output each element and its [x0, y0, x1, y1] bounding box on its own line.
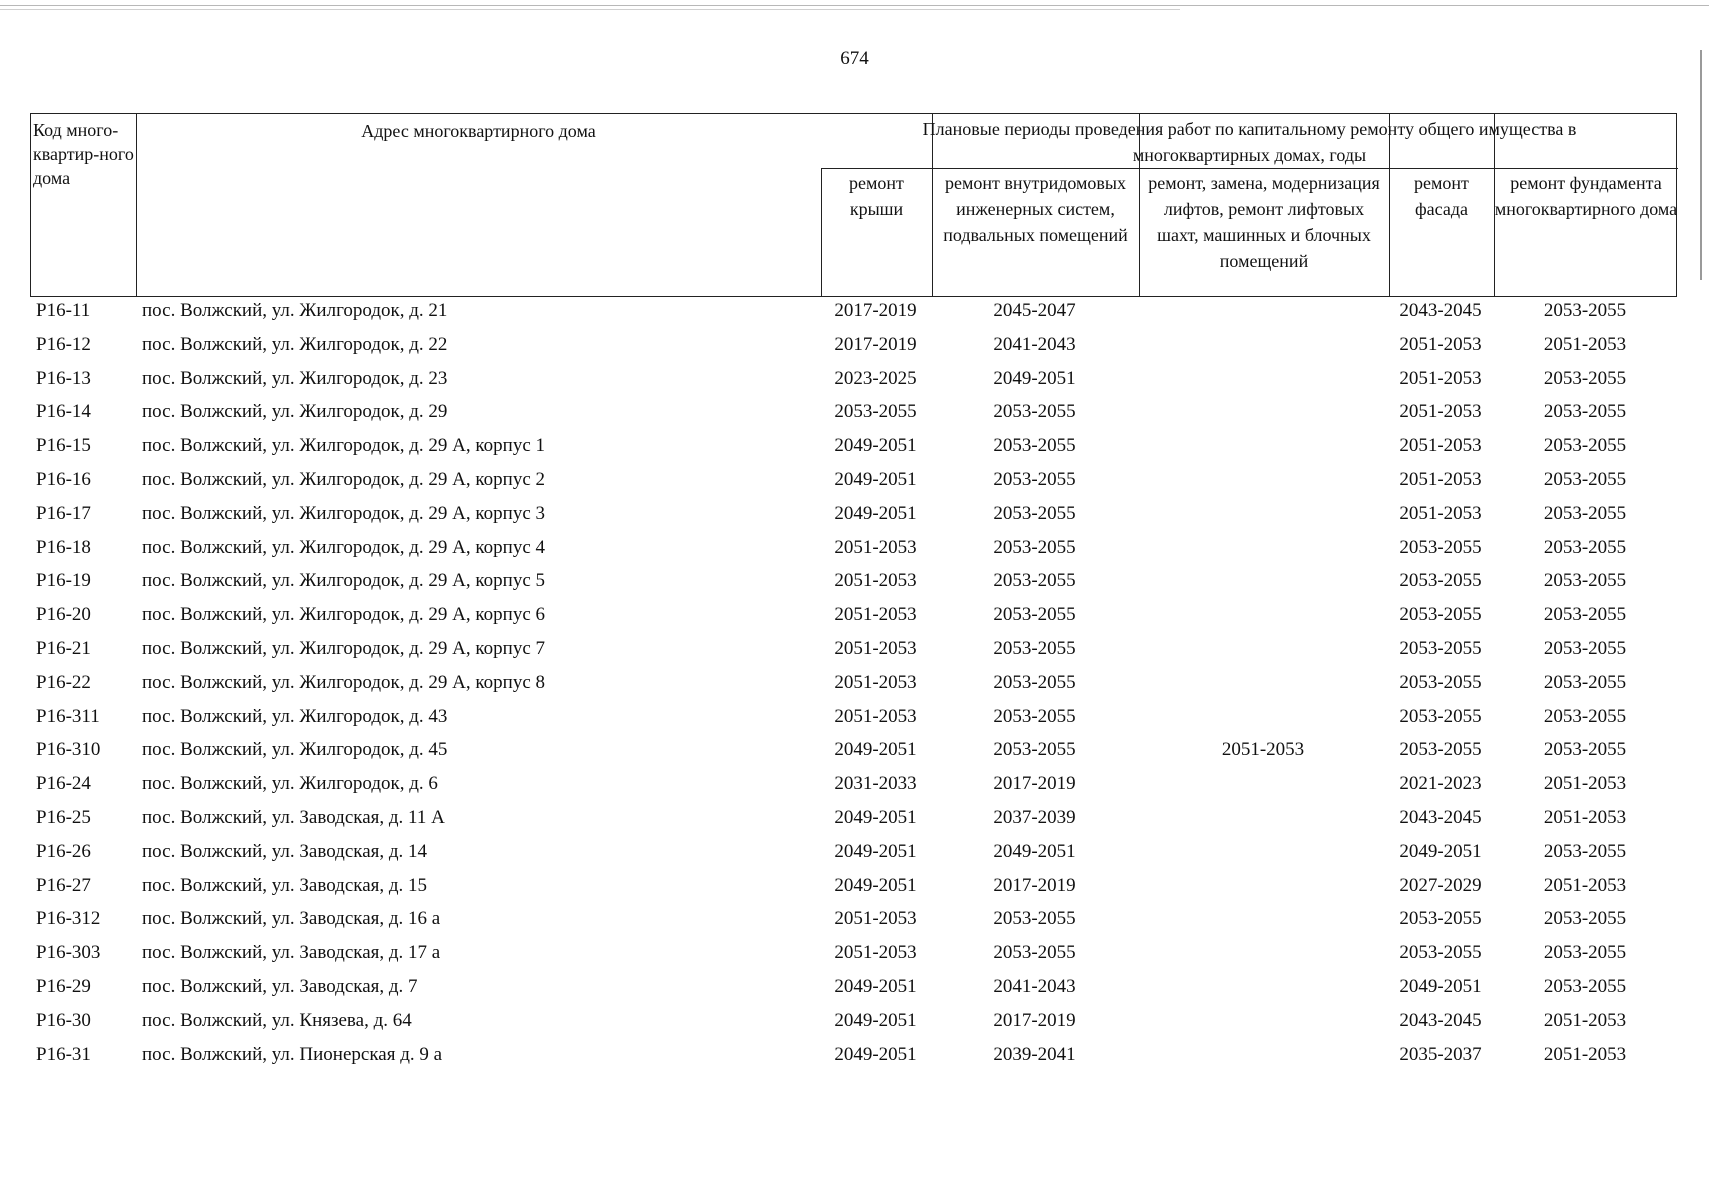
- cell-code: P16-22: [36, 671, 91, 693]
- cell-roof: 2051-2053: [834, 942, 917, 964]
- cell-roof: 2049-2051: [834, 807, 917, 828]
- cell-roof: 2017-2019: [834, 333, 917, 355]
- cell-code: P16-17: [36, 502, 91, 524]
- header-roof: ремонт крыши: [849, 173, 904, 219]
- cell-facade: 2051-2053: [1399, 333, 1482, 355]
- cell-foundation: 2053-2055: [1543, 976, 1627, 997]
- cell-roof: 2049-2051: [834, 469, 917, 490]
- cell-facade: 2053-2055: [1399, 942, 1482, 964]
- cell-address: пос. Волжский, ул. Жилгородок, д. 29: [142, 401, 448, 423]
- cell-roof: 2017-2019: [834, 300, 917, 321]
- cell-foundation: 2053-2055: [1543, 705, 1627, 727]
- cell-code: P16-12: [36, 333, 91, 355]
- cell-code: P16-303: [36, 942, 101, 964]
- cell-engineering: 2053-2055: [993, 604, 1076, 626]
- cell-address: пос. Волжский, ул. Заводская, д. 16 а: [142, 908, 441, 930]
- cell-facade: 2051-2053: [1399, 401, 1482, 423]
- cell-foundation: 2053-2055: [1543, 300, 1627, 321]
- cell-foundation: 2051-2053: [1543, 773, 1627, 795]
- cell-roof: 2049-2051: [834, 874, 917, 896]
- table-row: [30, 395, 1677, 429]
- cell-code: P16-14: [36, 401, 91, 423]
- cell-engineering: 2053-2055: [993, 739, 1076, 761]
- cell-roof: 2051-2053: [834, 604, 917, 626]
- header-periods: Плановые периоды проведения работ по капитальному ремонту общего имущества в многоквартирных домах, годы: [922, 119, 1577, 165]
- header-foundation: ремонт фундамента многоквартирного дома: [1494, 173, 1678, 219]
- cell-facade: 2049-2051: [1399, 976, 1482, 997]
- cell-code: P16-11: [36, 300, 91, 321]
- cell-roof: 2051-2053: [834, 536, 917, 558]
- cell-foundation: 2053-2055: [1543, 401, 1627, 423]
- cell-facade: 2053-2055: [1399, 536, 1482, 558]
- table-row: [30, 598, 1677, 632]
- cell-foundation: 2053-2055: [1543, 570, 1627, 592]
- cell-foundation: 2051-2053: [1543, 1043, 1627, 1065]
- cell-facade: 2053-2055: [1399, 908, 1482, 930]
- cell-foundation: 2053-2055: [1543, 502, 1627, 524]
- cell-foundation: 2053-2055: [1543, 638, 1627, 659]
- cell-foundation: 2051-2053: [1543, 874, 1627, 896]
- cell-roof: 2049-2051: [834, 435, 917, 457]
- cell-foundation: 2051-2053: [1543, 807, 1627, 828]
- cell-address: пос. Волжский, ул. Заводская, д. 7: [142, 976, 418, 997]
- cell-engineering: 2041-2043: [993, 333, 1076, 355]
- cell-roof: 2051-2053: [834, 638, 917, 659]
- cell-roof: 2051-2053: [834, 705, 917, 727]
- cell-address: пос. Волжский, ул. Жилгородок, д. 22: [142, 333, 448, 355]
- cell-engineering: 2053-2055: [993, 570, 1076, 592]
- row-divider: [821, 168, 1678, 169]
- cell-address: пос. Волжский, ул. Жилгородок, д. 29 А, корпус 2: [142, 469, 546, 490]
- cell-roof: 2053-2055: [834, 401, 917, 423]
- cell-address: пос. Волжский, ул. Пионерская д. 9 а: [142, 1043, 443, 1065]
- cell-roof: 2051-2053: [834, 908, 917, 930]
- cell-roof: 2049-2051: [834, 739, 917, 761]
- header-address: Адрес многоквартирного дома: [361, 121, 596, 141]
- cell-code: P16-19: [36, 570, 91, 592]
- cell-code: P16-18: [36, 536, 91, 558]
- table-row: [30, 700, 1677, 734]
- cell-roof: 2049-2051: [834, 1043, 917, 1065]
- cell-code: P16-29: [36, 976, 91, 997]
- cell-address: пос. Волжский, ул. Князева, д. 64: [142, 1009, 412, 1031]
- cell-foundation: 2053-2055: [1543, 604, 1627, 626]
- scan-border-top-inner: [0, 9, 1180, 10]
- cell-address: пос. Волжский, ул. Жилгородок, д. 43: [142, 705, 448, 727]
- cell-address: пос. Волжский, ул. Жилгородок, д. 45: [142, 739, 448, 761]
- cell-foundation: 2051-2053: [1543, 1009, 1627, 1031]
- cell-facade: 2053-2055: [1399, 638, 1482, 659]
- cell-facade: 2053-2055: [1399, 570, 1482, 592]
- cell-engineering: 2037-2039: [993, 807, 1076, 828]
- cell-facade: 2051-2053: [1399, 435, 1482, 457]
- cell-address: пос. Волжский, ул. Жилгородок, д. 6: [142, 773, 438, 795]
- cell-code: P16-27: [36, 874, 91, 896]
- cell-address: пос. Волжский, ул. Заводская, д. 15: [142, 874, 428, 896]
- cell-engineering: 2053-2055: [993, 942, 1076, 964]
- scan-border-right: [1700, 50, 1702, 280]
- cell-address: пос. Волжский, ул. Жилгородок, д. 29 А, корпус 3: [142, 502, 546, 524]
- cell-roof: 2051-2053: [834, 671, 917, 693]
- cell-engineering: 2053-2055: [993, 469, 1076, 490]
- cell-code: P16-26: [36, 840, 91, 862]
- cell-engineering: 2053-2055: [993, 908, 1076, 930]
- cell-roof: 2049-2051: [834, 502, 917, 524]
- cell-foundation: 2053-2055: [1543, 942, 1627, 964]
- cell-code: P16-312: [36, 908, 101, 930]
- cell-engineering: 2053-2055: [993, 638, 1076, 659]
- cell-facade: 2035-2037: [1399, 1043, 1482, 1065]
- cell-roof: 2051-2053: [834, 570, 917, 592]
- cell-address: пос. Волжский, ул. Жилгородок, д. 21: [142, 300, 448, 321]
- cell-engineering: 2053-2055: [993, 435, 1076, 457]
- table-row: [30, 767, 1677, 801]
- cell-address: пос. Волжский, ул. Жилгородок, д. 29 А, корпус 6: [142, 604, 546, 626]
- cell-facade: 2049-2051: [1399, 840, 1482, 862]
- cell-engineering: 2039-2041: [993, 1043, 1076, 1065]
- cell-address: пос. Волжский, ул. Заводская, д. 17 а: [142, 942, 441, 964]
- cell-address: пос. Волжский, ул. Жилгородок, д. 29 А, корпус 4: [142, 536, 546, 558]
- cell-facade: 2021-2023: [1399, 773, 1482, 795]
- cell-engineering: 2041-2043: [993, 976, 1076, 997]
- table-row: [30, 463, 1677, 497]
- table-row: [30, 733, 1677, 767]
- table-row: [30, 936, 1677, 970]
- table-row: [30, 429, 1677, 463]
- cell-engineering: 2053-2055: [993, 705, 1076, 727]
- cell-address: пос. Волжский, ул. Жилгородок, д. 23: [142, 367, 448, 389]
- cell-roof: 2049-2051: [834, 840, 917, 862]
- cell-facade: 2053-2055: [1399, 604, 1482, 626]
- table-row: [30, 902, 1677, 936]
- cell-code: P16-31: [36, 1043, 91, 1065]
- cell-facade: 2053-2055: [1399, 705, 1482, 727]
- cell-code: P16-16: [36, 469, 91, 490]
- table-row: [30, 970, 1677, 1004]
- cell-engineering: 2017-2019: [993, 1009, 1076, 1031]
- table-row: [30, 497, 1677, 531]
- cell-foundation: 2053-2055: [1543, 671, 1627, 693]
- header-facade: ремонт фасада: [1414, 173, 1469, 219]
- cell-foundation: 2053-2055: [1543, 739, 1627, 761]
- cell-address: пос. Волжский, ул. Жилгородок, д. 29 А, корпус 8: [142, 671, 546, 693]
- cell-foundation: 2051-2053: [1543, 333, 1627, 355]
- cell-engineering: 2045-2047: [993, 300, 1076, 321]
- cell-facade: 2043-2045: [1399, 1009, 1482, 1031]
- cell-facade: 2053-2055: [1399, 671, 1482, 693]
- cell-code: P16-310: [36, 739, 101, 761]
- cell-address: пос. Волжский, ул. Жилгородок, д. 29 А, корпус 5: [142, 570, 546, 592]
- table-row: [30, 362, 1677, 396]
- cell-elevators: 2051-2053: [1221, 739, 1305, 761]
- header-code: Код много-квартир-ного дома: [33, 120, 134, 188]
- cell-engineering: 2017-2019: [993, 874, 1076, 896]
- cell-code: P16-15: [36, 435, 91, 457]
- table-row: [30, 564, 1677, 598]
- table-row: [30, 801, 1677, 835]
- cell-facade: 2051-2053: [1399, 367, 1482, 389]
- table-row: [30, 835, 1677, 869]
- cell-engineering: 2049-2051: [993, 840, 1076, 862]
- cell-engineering: 2053-2055: [993, 502, 1076, 524]
- table-row: [30, 531, 1677, 565]
- cell-address: пос. Волжский, ул. Жилгородок, д. 29 А, корпус 1: [142, 435, 546, 457]
- table-row: [30, 328, 1677, 362]
- cell-address: пос. Волжский, ул. Заводская, д. 11 А: [142, 807, 445, 828]
- page-number: 674: [840, 48, 869, 69]
- cell-engineering: 2017-2019: [993, 773, 1076, 795]
- table-row: [30, 294, 1677, 328]
- cell-engineering: 2053-2055: [993, 536, 1076, 558]
- cell-code: P16-30: [36, 1009, 91, 1031]
- cell-engineering: 2053-2055: [993, 671, 1076, 693]
- cell-foundation: 2053-2055: [1543, 536, 1627, 558]
- cell-code: P16-13: [36, 367, 91, 389]
- cell-facade: 2027-2029: [1399, 874, 1482, 896]
- cell-foundation: 2053-2055: [1543, 367, 1627, 389]
- cell-facade: 2051-2053: [1399, 502, 1482, 524]
- cell-facade: 2043-2045: [1399, 300, 1482, 321]
- cell-roof: 2049-2051: [834, 1009, 917, 1031]
- cell-code: P16-24: [36, 773, 91, 795]
- table-header: [30, 113, 1677, 297]
- cell-foundation: 2053-2055: [1543, 435, 1627, 457]
- table-row: [30, 1004, 1677, 1038]
- cell-engineering: 2049-2051: [993, 367, 1076, 389]
- cell-code: P16-20: [36, 604, 91, 626]
- cell-address: пос. Волжский, ул. Заводская, д. 14: [142, 840, 428, 862]
- cell-address: пос. Волжский, ул. Жилгородок, д. 29 А, корпус 7: [142, 638, 546, 659]
- table-row: [30, 632, 1677, 666]
- header-engineering: ремонт внутридомовых инженерных систем, подвальных помещений: [943, 173, 1128, 245]
- cell-roof: 2023-2025: [834, 367, 917, 389]
- cell-code: P16-25: [36, 807, 91, 828]
- header-elevators: ремонт, замена, модернизация лифтов, ремонт лифтовых шахт, машинных и блочных помещений: [1148, 173, 1380, 271]
- scan-border-top: [0, 5, 1709, 6]
- cell-code: P16-311: [36, 705, 100, 727]
- cell-roof: 2031-2033: [834, 773, 917, 795]
- cell-facade: 2053-2055: [1399, 739, 1482, 761]
- table-row: [30, 666, 1677, 700]
- cell-facade: 2051-2053: [1399, 469, 1482, 490]
- cell-foundation: 2053-2055: [1543, 840, 1627, 862]
- table-row: [30, 869, 1677, 903]
- cell-roof: 2049-2051: [834, 976, 917, 997]
- cell-facade: 2043-2045: [1399, 807, 1482, 828]
- table-row: [30, 1038, 1677, 1072]
- cell-code: P16-21: [36, 638, 91, 659]
- cell-engineering: 2053-2055: [993, 401, 1076, 423]
- cell-foundation: 2053-2055: [1543, 908, 1627, 930]
- cell-foundation: 2053-2055: [1543, 469, 1627, 490]
